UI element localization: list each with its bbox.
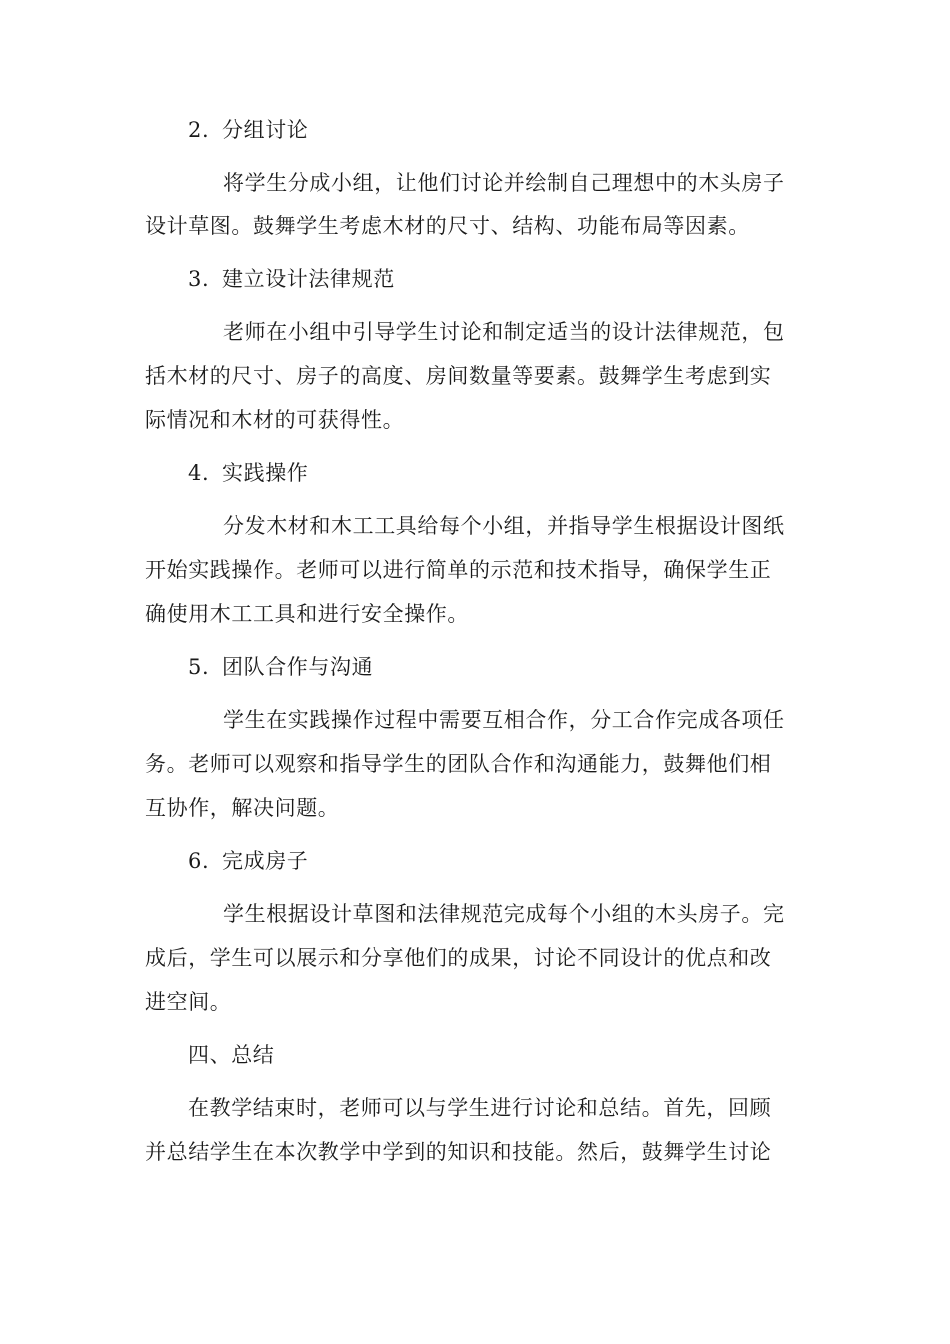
- paragraph-line: 将学生分成小组，让他们讨论并绘制自己理想中的木头房子: [223, 171, 785, 195]
- section-heading: [188, 264, 395, 294]
- section-title: 团队合作与沟通: [222, 655, 374, 679]
- section-number: 3.: [188, 267, 210, 291]
- section-heading: [188, 115, 308, 145]
- section-title: 实践操作: [222, 461, 309, 485]
- section-number: 4.: [188, 461, 210, 485]
- paragraph-line: 学生在实践操作过程中需要互相合作，分工合作完成各项任: [223, 708, 785, 732]
- section-heading: [188, 846, 308, 876]
- paragraph-line: 确使用木工工具和进行安全操作。: [145, 602, 469, 626]
- section-title: 分组讨论: [222, 118, 309, 142]
- paragraph-line: 务。老师可以观察和指导学生的团队合作和沟通能力，鼓舞他们相: [145, 752, 772, 776]
- paragraph-line: 学生根据设计草图和法律规范完成每个小组的木头房子。完: [223, 902, 785, 926]
- paragraph-line: 分发木材和木工工具给每个小组，并指导学生根据设计图纸: [223, 514, 785, 538]
- paragraph-line: 括木材的尺寸、房子的高度、房间数量等要素。鼓舞学生考虑到实: [145, 364, 772, 388]
- section-number: 6.: [188, 849, 210, 873]
- paragraph-line: 在教学结束时，老师可以与学生进行讨论和总结。首先，回顾: [188, 1096, 772, 1120]
- paragraph-line: 成后，学生可以展示和分享他们的成果，讨论不同设计的优点和改: [145, 946, 772, 970]
- section-heading: [188, 458, 308, 488]
- paragraph-line: 互协作，解决问题。: [145, 796, 340, 820]
- paragraph-line: 进空间。: [145, 990, 232, 1014]
- paragraph-line: 际情况和木材的可获得性。: [145, 408, 405, 432]
- paragraph-line: 并总结学生在本次教学中学到的知识和技能。然后，鼓舞学生讨论: [145, 1140, 772, 1164]
- section-title: 完成房子: [222, 849, 309, 873]
- paragraph-line: 设计草图。鼓舞学生考虑木材的尺寸、结构、功能布局等因素。: [145, 214, 750, 238]
- section-number: 5.: [188, 655, 210, 679]
- section-title: 建立设计法律规范: [222, 267, 395, 291]
- section-number: 2.: [188, 118, 210, 142]
- paragraph-line: 开始实践操作。老师可以进行简单的示范和技术指导，确保学生正: [145, 558, 772, 582]
- summary-heading: 四、总结: [188, 1043, 275, 1067]
- paragraph-line: 老师在小组中引导学生讨论和制定适当的设计法律规范，包: [223, 320, 785, 344]
- section-heading: [188, 652, 373, 682]
